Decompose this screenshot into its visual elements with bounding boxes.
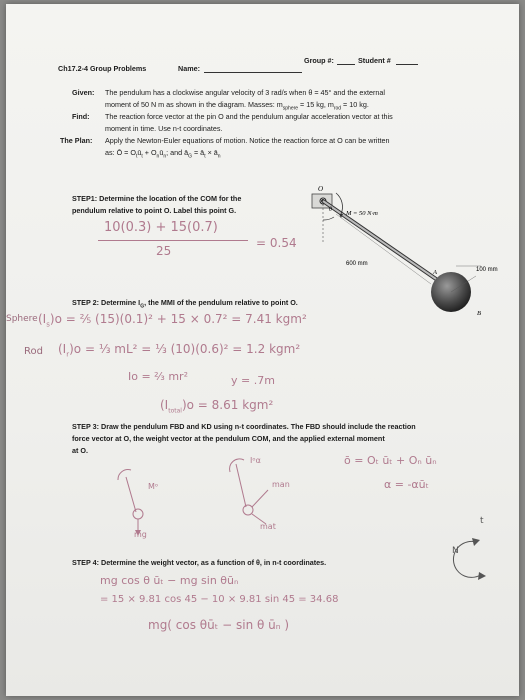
kd-man: man [272, 480, 290, 489]
label-b: B [477, 310, 481, 317]
step1-line-2: pendulum relative to point O. Label this point G. [72, 206, 237, 215]
kd-io-alpha: Iᵒα [250, 456, 261, 465]
axis-n-label: N [452, 546, 459, 556]
worksheet-page [6, 4, 519, 696]
fbd-mo: Mᵒ [148, 482, 159, 491]
course-title: Ch17.2-4 Group Problems [58, 64, 147, 73]
step3-hw-reaction-eq: ō = Oₜ ūₜ + Oₙ ūₙ [344, 454, 437, 467]
label-600mm: 600 mm [346, 261, 368, 267]
find-label: Find: [72, 112, 90, 121]
group-label: Group #: [304, 56, 334, 65]
plan-line-2: as: Ō = $O_tū_t$ + $O_nū_n$; and $ā_G$ = $ā_t$ × $ā_n$ [105, 148, 221, 160]
step2-hw-sphere-tag: Sphere [6, 314, 38, 324]
fbd-mg: mg [134, 530, 147, 539]
step2-title: STEP 2: Determine $I_G$, the MMI of the pendulum relative to point O. [72, 298, 298, 310]
step4-hw-line-3: mg( cos θūₜ − sin θ ūₙ ) [148, 618, 290, 632]
label-a: A [433, 269, 437, 276]
step4-hw-line-2: = 15 × 9.81 cos 45 − 10 × 9.81 sin 45 = 34.68 [100, 594, 339, 605]
kd-mat: mat [260, 522, 276, 531]
step3-line-3: at O. [72, 446, 88, 455]
label-moment: M = 50 N·m [346, 210, 378, 217]
step1-hw-denominator: 25 [156, 244, 172, 258]
step2-hw-sphere: $(I_s)o$ = ⅖ (15)(0.1)² + 15 × 0.7² = 7.41 kgm² [38, 312, 307, 329]
step2-hw-rod-tag: Rod [24, 346, 43, 357]
find-line-1: The reaction force vector at the pin O and the pendulum angular acceleration vector at this [105, 112, 393, 121]
plan-line-1: Apply the Newton-Euler equations of motion. Notice the reaction force at O can be written [105, 136, 390, 145]
step1-line-1: STEP1: Determine the location of the COM for the [72, 194, 242, 203]
group-blank [337, 64, 355, 65]
step2-hw-io: Io = ⅔ mr² [128, 370, 188, 383]
step3-hw-alpha: α = -αūₜ [384, 478, 429, 491]
step3-line-2: force vector at O, the weight vector at the pendulum COM, and the applied external moment [72, 434, 385, 443]
step2-hw-y: y = .7m [231, 374, 275, 387]
find-line-2: moment in time. Use n-t coordinates. [105, 124, 223, 133]
step3-line-1: STEP 3: Draw the pendulum FBD and KD using n-t coordinates. The FBD should include the reaction [72, 422, 416, 431]
plan-label: The Plan: [60, 136, 93, 145]
nt-axes-sketch [446, 524, 506, 594]
pendulum-diagram [306, 184, 506, 324]
axis-t-label: t [480, 516, 484, 526]
step2-hw-total: $(I_{total})o = 8.61$ kgm² [160, 398, 274, 415]
label-o: O [318, 185, 324, 193]
step2-hw-rod: $(I_r)o$ = ⅓ mL² = ⅓ (10)(0.6)² = 1.2 kgm² [58, 342, 301, 359]
label-theta: θ [329, 207, 332, 213]
given-line-1: The pendulum has a clockwise angular velocity of 3 rad/s when θ = 45° and the external [105, 88, 385, 97]
name-label: Name: [178, 64, 200, 73]
step4-title: STEP 4: Determine the weight vector, as a function of θ, in n-t coordinates. [72, 558, 327, 567]
fbd-kd-sketch [106, 452, 306, 542]
step1-hw-numerator: 10(0.3) + 15(0.7) [104, 220, 218, 235]
given-label: Given: [72, 88, 95, 97]
given-line-2: moment of 50 N m as shown in the diagram. Masses: $m_{sphere} = 15$ kg, $m_{rod} = 10$ kg. [105, 100, 369, 112]
name-blank [204, 72, 302, 73]
label-100mm: 100 mm [476, 267, 498, 273]
student-blank [396, 64, 418, 65]
step4-hw-line-1: mg cos θ ūₜ − mg sin θūₙ [100, 574, 239, 587]
student-label: Student # [358, 56, 391, 65]
step1-hw-fraction-bar [98, 240, 248, 241]
step1-hw-result: = 0.54 [256, 236, 297, 250]
